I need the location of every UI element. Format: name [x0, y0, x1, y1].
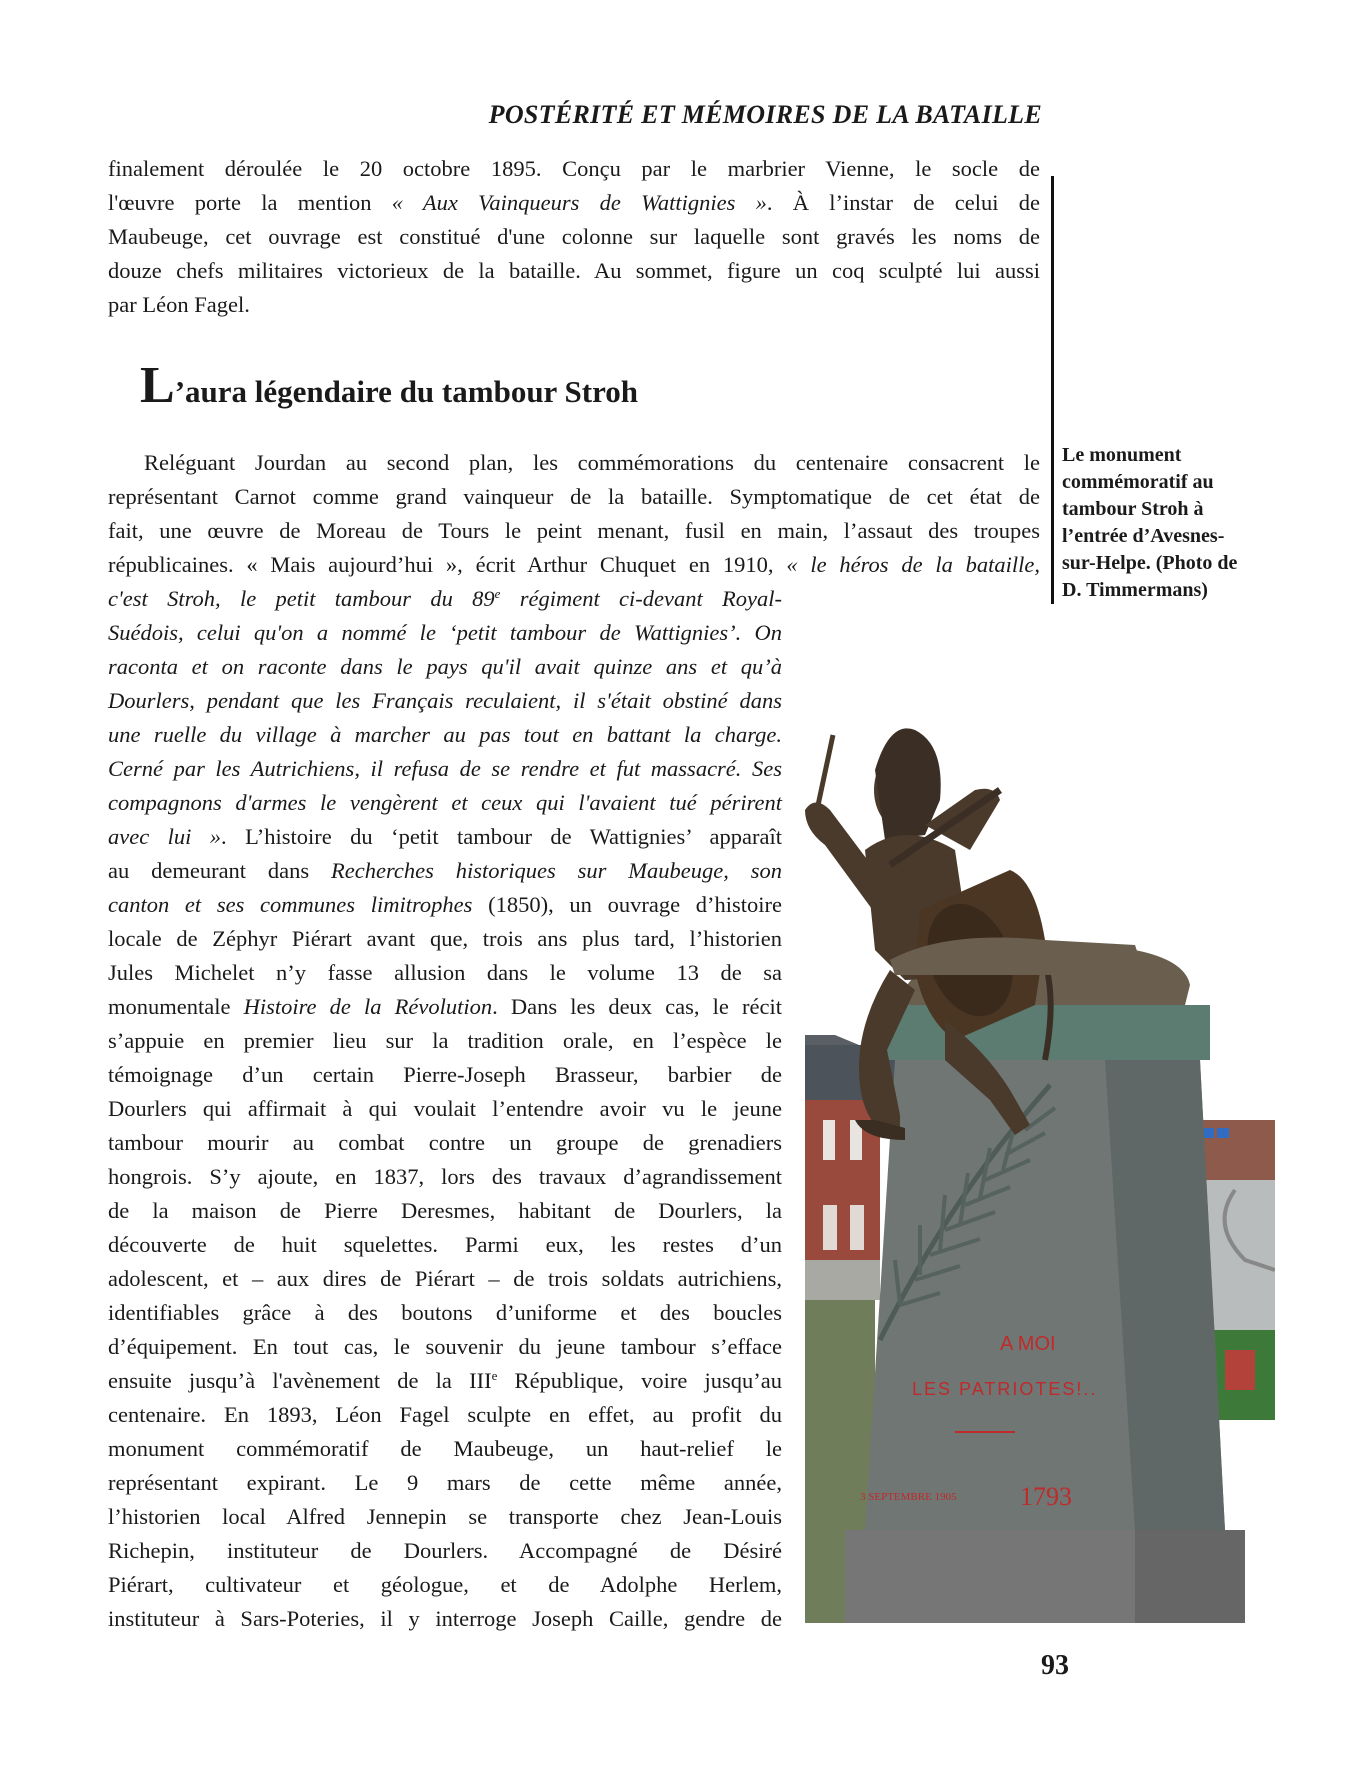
body-line: hongrois. S’y ajoute, en 1837, lors des travaux d’agrandissement: [108, 1164, 782, 1189]
caption-line: l’entrée d’Avesnes-: [1062, 525, 1225, 547]
body-line: raconta et on raconte dans le pays qu'il avait quinze ans et qu’à: [108, 654, 782, 679]
body-line: centenaire. En 1893, Léon Fagel sculpte en effet, au profit du: [108, 1402, 782, 1427]
photo-caption: [1062, 442, 1242, 604]
margin-rule: [1051, 176, 1054, 604]
body-line: Dourlers qui affirmait à qui voulait l’entendre avoir vu le jeune: [108, 1096, 782, 1121]
text: l'œuvre porte la mention: [108, 190, 392, 215]
caption-line: Le monument: [1062, 444, 1182, 466]
body-line: représentant Carnot comme grand vainqueur de la bataille. Symptomatique de cet état de: [108, 484, 1040, 509]
body-line: instituteur à Sars-Poteries, il y interroge Joseph Caille, gendre de: [108, 1606, 782, 1631]
quote-text: avec lui »: [108, 824, 222, 849]
text: . L’histoire du ‘petit tambour de Wattignies’ apparaît: [221, 824, 782, 849]
body-line: identifiables grâce à des boutons d’uniforme et des boucles: [108, 1300, 782, 1325]
inscription-a-moi: A MOI: [1000, 1333, 1056, 1355]
text: régiment ci-devant Royal-: [500, 586, 782, 611]
page-number: 93: [1041, 1650, 1069, 1681]
text: . À l’instar de celui de: [766, 190, 1040, 215]
body-line: tambour mourir au combat contre un groupe de grenadiers: [108, 1130, 782, 1155]
body-line: [108, 582, 782, 616]
body-line: une ruelle du village à marcher au pas tout en battant la charge.: [108, 722, 782, 747]
body-line: [108, 1364, 782, 1398]
body-line: adolescent, et – aux dires de Piérart – de trois soldats autrichiens,: [108, 1266, 782, 1291]
body-line: découverte de huit squelettes. Parmi eux, les restes d’un: [108, 1232, 782, 1257]
book-title: Histoire de la Révolution: [243, 994, 493, 1019]
body-line: de la maison de Pierre Deresmes, habitant de Dourlers, la: [108, 1198, 782, 1223]
intro-line-3: Maubeuge, cet ouvrage est constitué d'une colonne sur laquelle sont gravés les noms de: [108, 224, 1040, 249]
body-line: Piérart, cultivateur et géologue, et de Adolphe Herlem,: [108, 1572, 782, 1597]
book-title: Recherches historiques sur Maubeuge, son: [331, 858, 782, 883]
quote-text: « le héros de la bataille,: [786, 552, 1040, 577]
inscription-patriotes: LES PATRIOTES!..: [912, 1379, 1098, 1399]
body-line: Jules Michelet n’y fasse allusion dans le volume 13 de sa: [108, 960, 782, 985]
body-line: Dourlers, pendant que les Français reculaient, il s'était obstiné dans: [108, 688, 782, 713]
intro-line-5: par Léon Fagel.: [108, 292, 250, 317]
intro-line-1: finalement déroulée le 20 octobre 1895. Conçu par le marbrier Vienne, le socle de: [108, 156, 1040, 181]
inscription-date: 3 SEPTEMBRE 1905: [860, 1491, 957, 1503]
drummer-statue-illustration: [805, 650, 1275, 1623]
body-line: [108, 548, 1040, 582]
statue-photo: [805, 650, 1275, 1623]
caption-line: sur-Helpe. (Photo de: [1062, 552, 1238, 574]
text: monumentale: [108, 994, 244, 1019]
text: République, voire jusqu’au: [497, 1368, 782, 1393]
body-line: [108, 820, 782, 854]
text: . Dans les deux cas, le récit: [492, 994, 782, 1019]
body-line: fait, une œuvre de Moreau de Tours le peint menant, fusil en main, l’assaut des troupes: [108, 518, 1040, 543]
body-line: l’historien local Alfred Jennepin se transporte chez Jean-Louis: [108, 1504, 782, 1529]
book-title: canton et ses communes limitrophes: [108, 892, 473, 917]
body-line: s’appuie en premier lieu sur la tradition orale, en l’espèce le: [108, 1028, 782, 1053]
text: (1850), un ouvrage d’histoire: [472, 892, 782, 917]
body-line: représentant expirant. Le 9 mars de cette même année,: [108, 1470, 782, 1495]
intro-line-2: [108, 186, 1040, 220]
text: au demeurant dans: [108, 858, 332, 883]
body-line: [108, 854, 782, 888]
text: ensuite jusqu’à l'avènement de la III: [108, 1368, 492, 1393]
intro-line-4: douze chefs militaires victorieux de la bataille. Au sommet, figure un coq sculpté lui aussi: [108, 258, 1040, 283]
body-line: Cerné par les Autrichiens, il refusa de se rendre et fut massacré. Ses: [108, 756, 782, 781]
superscript: e: [491, 1368, 498, 1383]
caption-line: D. Timmermans): [1062, 579, 1208, 601]
body-line: d’équipement. En tout cas, le souvenir du jeune tambour s’efface: [108, 1334, 782, 1359]
body-line: [108, 888, 782, 922]
body-line: Richepin, instituteur de Dourlers. Accompagné de Désiré: [108, 1538, 782, 1563]
monument-inscription-quote: « Aux Vainqueurs de Wattignies »: [391, 190, 767, 215]
body-line: Suédois, celui qu'on a nommé le ‘petit tambour de Wattignies’. On: [108, 620, 782, 645]
inscription-year: 1793: [1020, 1482, 1072, 1511]
body-line: locale de Zéphyr Piérart avant que, trois ans plus tard, l’historien: [108, 926, 782, 951]
running-head: POSTÉRITÉ ET MÉMOIRES DE LA BATAILLE: [488, 100, 1042, 129]
body-line: Reléguant Jourdan au second plan, les commémorations du centenaire consacrent le: [144, 450, 1040, 475]
body-line: [108, 990, 782, 1024]
section-heading: [140, 357, 639, 414]
text: républicaines. « Mais aujourd’hui », écrit Arthur Chuquet en 1910,: [108, 552, 787, 577]
heading-text: ’aura légendaire du tambour Stroh: [174, 374, 639, 409]
caption-line: tambour Stroh à: [1062, 498, 1204, 520]
body-line: monument commémoratif de Maubeuge, un haut-relief le: [108, 1436, 782, 1461]
body-line: témoignage d’un certain Pierre-Joseph Brasseur, barbier de: [108, 1062, 782, 1087]
superscript: e: [494, 586, 501, 601]
body-line: compagnons d'armes le vengèrent et ceux qui l'avaient tué périrent: [108, 790, 782, 815]
caption-line: commémoratif au: [1062, 471, 1214, 493]
heading-initial: L: [140, 357, 175, 414]
text: c'est Stroh, le petit tambour du 89: [108, 586, 495, 611]
